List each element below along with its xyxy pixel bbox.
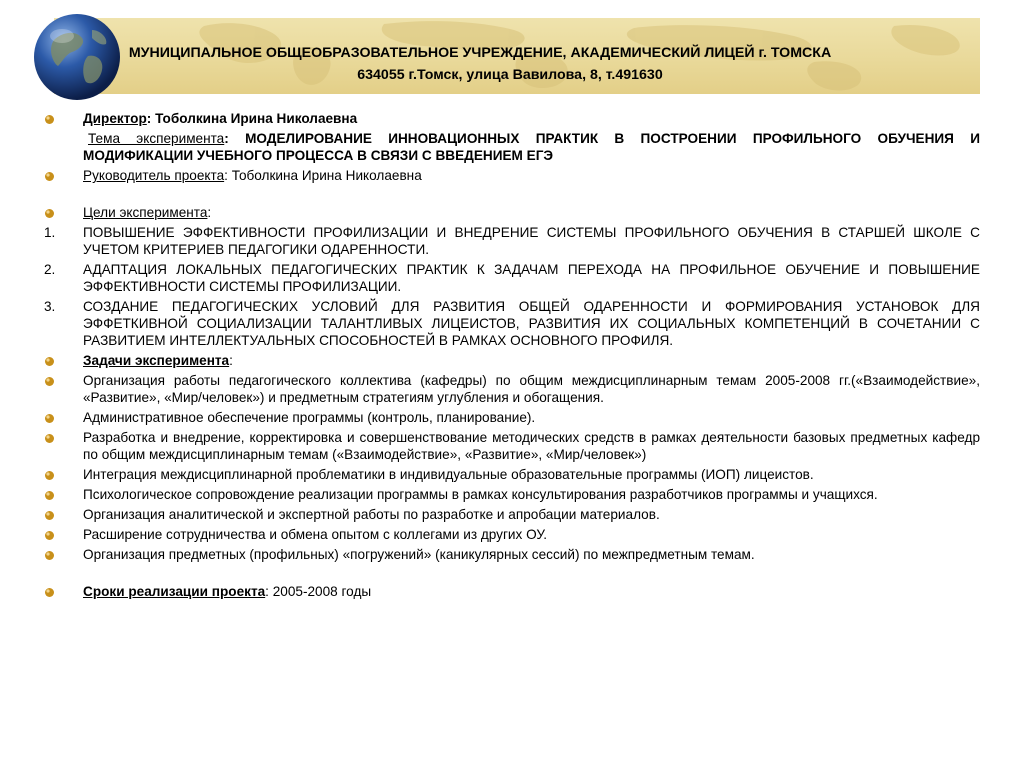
bullet-icon bbox=[44, 376, 55, 387]
director-value: Тоболкина Ирина Николаевна bbox=[155, 111, 358, 126]
bullet-icon bbox=[44, 356, 55, 367]
content-body bbox=[0, 110, 1024, 600]
goal-text: СОЗДАНИЕ ПЕДАГОГИЧЕСКИХ УСЛОВИЙ ДЛЯ РАЗВИТИЯ ОБЩЕЙ ОДАРЕННОСТИ И ФОРМИРОВАНИЯ УСТАНОВОК ДЛЯ ЭФФЕТКИВНОЙ СОЦИАЛИЗАЦИИ ТАЛАНТЛИВЫХ ЛИЦЕИСТОВ, РАЗВИТИЯ ИХ СОЦИАЛЬНЫХ КОМПЕТЕНЦИЙ В СОЧЕТАНИИ С РАЗВИТИЕМ ИНТЕЛЛЕКТУАЛЬНЫХ СПОСОБНОСТЕЙ В РАМКАХ ОСНОВНОГО ПРОФИЛЯ. bbox=[83, 299, 980, 348]
director-item bbox=[0, 110, 1024, 127]
bullet-icon bbox=[44, 530, 55, 541]
goal-text: ПОВЫШЕНИЕ ЭФФЕКТИВНОСТИ ПРОФИЛИЗАЦИИ И ВНЕДРЕНИЕ СИСТЕМЫ ПРОФИЛЬНОГО ОБУЧЕНИЯ В СТАРШЕЙ ШКОЛЕ С УЧЕТОМ КРИТЕРИЕВ ПЕДАГОГИКИ ОДАРЕННОСТИ. bbox=[83, 225, 980, 257]
timeline-item bbox=[0, 583, 1024, 600]
timeline-sep: : bbox=[265, 584, 273, 599]
task-text: Психологическое сопровождение реализации программы в рамках консультирования разработчиков программы и учащихся. bbox=[83, 487, 878, 502]
task-item bbox=[0, 409, 1024, 426]
bullet-icon bbox=[44, 208, 55, 219]
bullet-icon bbox=[44, 550, 55, 561]
theme-sep: : bbox=[224, 131, 246, 146]
project-lead-item bbox=[0, 167, 1024, 184]
bullet-icon bbox=[44, 490, 55, 501]
bullet-icon bbox=[44, 171, 55, 182]
bullet-icon bbox=[44, 587, 55, 598]
director-sep: : bbox=[146, 111, 156, 126]
goal-item bbox=[0, 298, 1024, 349]
theme-value: МОДЕЛИРОВАНИЕ ИННОВАЦИОННЫХ ПРАКТИК В ПОСТРОЕНИИ ПРОФИЛЬНОГО ОБУЧЕНИЯ И МОДИФИКАЦИИ УЧЕБНОГО ПРОЦЕССА В СВЯЗИ С ВВЕДЕНИЕМ ЕГЭ bbox=[83, 131, 980, 163]
task-text: Организация аналитической и экспертной работы по разработке и апробации материалов. bbox=[83, 507, 660, 522]
goal-number: 1. bbox=[44, 225, 56, 240]
theme-item bbox=[0, 130, 1024, 164]
task-text: Организация предметных (профильных) «погружений» (каникулярных сессий) по межпредметным темам. bbox=[83, 547, 755, 562]
task-text: Расширение сотрудничества и обмена опытом с коллегами из других ОУ. bbox=[83, 527, 547, 542]
task-text: Организация работы педагогического коллектива (кафедры) по общим междисциплинарным темам 2005-2008 гг.(«Взаимодействие», «Развитие», «Мир/человек») и предметным стратегиям углубления и обогащения. bbox=[83, 373, 980, 405]
school-name: МУНИЦИПАЛЬНОЕ ОБЩЕОБРАЗОВАТЕЛЬНОЕ УЧРЕЖДЕНИЕ, АКАДЕМИЧЕСКИЙ ЛИЦЕЙ г. ТОМСКА bbox=[128, 45, 832, 61]
task-item bbox=[0, 372, 1024, 406]
bullet-icon bbox=[44, 510, 55, 521]
bullet-icon bbox=[44, 413, 55, 424]
tasks-label: Задачи эксперимента bbox=[83, 353, 230, 368]
bullet-icon bbox=[44, 114, 55, 125]
goal-text: АДАПТАЦИЯ ЛОКАЛЬНЫХ ПЕДАГОГИЧЕСКИХ ПРАКТИК К ЗАДАЧАМ ПЕРЕХОДА НА ПРОФИЛЬНОЕ ОБУЧЕНИЕ И ПОВЫШЕНИЕ ЭФФЕКТИВНОСТИ СИСТЕМЫ ПРОФИЛИЗАЦИИ. bbox=[83, 262, 980, 294]
task-item bbox=[0, 546, 1024, 563]
task-text: Административное обеспечение программы (контроль, планирование). bbox=[83, 410, 536, 425]
task-item bbox=[0, 486, 1024, 503]
school-address: 634055 г.Томск, улица Вавилова, 8, т.491630 bbox=[357, 67, 663, 83]
task-item bbox=[0, 526, 1024, 543]
project-lead-label: Руководитель проекта bbox=[83, 168, 225, 183]
goals-sep: : bbox=[207, 205, 212, 220]
goal-number: 3. bbox=[44, 299, 56, 314]
project-lead-sep: : bbox=[224, 168, 232, 183]
timeline-label: Сроки реализации проекта bbox=[83, 584, 266, 599]
tasks-sep: : bbox=[229, 353, 233, 368]
bullet-icon bbox=[44, 433, 55, 444]
bullet-icon bbox=[44, 470, 55, 481]
task-text: Разработка и внедрение, корректировка и совершенствование методических средств в рамках деятельности базовых предметных кафедр по общим междисциплинарным темам («Взаимодействие», «Развитие», «Мир/человек») bbox=[83, 430, 980, 462]
task-item bbox=[0, 429, 1024, 463]
goal-item bbox=[0, 224, 1024, 258]
goal-number: 2. bbox=[44, 262, 56, 277]
task-text: Интеграция междисциплинарной проблематики в индивидуальные образовательные программы (ИОП) лицеистов. bbox=[83, 467, 814, 482]
task-item bbox=[0, 466, 1024, 483]
goals-heading bbox=[0, 204, 1024, 221]
goal-item bbox=[0, 261, 1024, 295]
timeline-value: 2005-2008 годы bbox=[272, 584, 372, 599]
theme-label: Тема эксперимента bbox=[88, 131, 225, 146]
goals-label: Цели эксперимента bbox=[83, 205, 208, 220]
task-item bbox=[0, 506, 1024, 523]
director-label: Директор bbox=[83, 111, 147, 126]
tasks-heading bbox=[0, 352, 1024, 369]
project-lead-value: Тоболкина Ирина Николаевна bbox=[231, 168, 422, 183]
